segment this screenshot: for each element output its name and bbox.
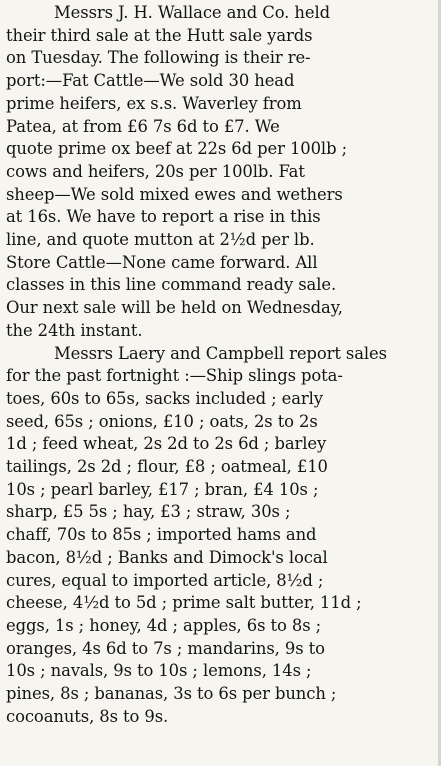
text-line-content: chaff, 70s to 85s ; imported hams and bbox=[6, 525, 317, 545]
text-line bbox=[6, 547, 435, 570]
text-line-content: Our next sale will be held on Wednesday, bbox=[6, 298, 343, 318]
text-line-content: 10s ; pearl barley, £17 ; bran, £4 10s ; bbox=[6, 479, 319, 499]
text-line-content: prime heifers, ex s.s. Waverley from bbox=[6, 93, 302, 113]
text-line bbox=[6, 365, 435, 388]
text-line bbox=[6, 660, 435, 683]
text-line-content: cheese, 4½d to 5d ; prime salt butter, 11d ; bbox=[6, 593, 362, 613]
text-line-content: line, and quote mutton at 2½d per lb. bbox=[6, 230, 315, 250]
text-line-content: pines, 8s ; bananas, 3s to 6s per bunch ; bbox=[6, 684, 337, 704]
text-line bbox=[6, 615, 435, 638]
text-line bbox=[6, 638, 435, 661]
text-line-content: Store Cattle—None came forward. All bbox=[6, 252, 318, 272]
text-line-content: 1d ; feed wheat, 2s 2d to 2s 6d ; barley bbox=[6, 434, 327, 454]
text-line-content: 10s ; navals, 9s to 10s ; lemons, 14s ; bbox=[6, 661, 312, 681]
text-line-content: Messrs J. H. Wallace and Co. held bbox=[54, 3, 330, 22]
text-line-content: quote prime ox beef at 22s 6d per 100lb ; bbox=[6, 139, 347, 159]
text-line bbox=[6, 343, 435, 366]
paragraph-laery-campbell-report bbox=[6, 343, 435, 729]
text-line bbox=[6, 116, 435, 139]
text-line bbox=[6, 70, 435, 93]
text-line-content: tailings, 2s 2d ; flour, £8 ; oatmeal, £10 bbox=[6, 457, 328, 477]
text-line bbox=[6, 138, 435, 161]
text-line-content: for the past fortnight :—Ship slings pota- bbox=[6, 366, 343, 386]
text-line bbox=[6, 570, 435, 593]
text-line bbox=[6, 297, 435, 320]
text-line bbox=[6, 320, 435, 343]
text-line bbox=[6, 93, 435, 116]
text-line-content: at 16s. We have to report a rise in this bbox=[6, 207, 321, 227]
text-line bbox=[6, 2, 435, 25]
text-line-content: cocoanuts, 8s to 9s. bbox=[6, 706, 169, 726]
text-line-content: cures, equal to imported article, 8½d ; bbox=[6, 570, 324, 590]
text-line-content: toes, 60s to 65s, sacks included ; early bbox=[6, 388, 323, 408]
text-line-content: on Tuesday. The following is their re- bbox=[6, 48, 311, 68]
text-line bbox=[6, 47, 435, 70]
text-line-content: bacon, 8½d ; Banks and Dimock's local bbox=[6, 547, 328, 567]
text-line bbox=[6, 524, 435, 547]
text-line bbox=[6, 206, 435, 229]
text-line bbox=[6, 456, 435, 479]
text-line bbox=[6, 25, 435, 48]
text-line bbox=[6, 706, 435, 729]
text-line bbox=[6, 274, 435, 297]
text-line bbox=[6, 501, 435, 524]
text-line bbox=[6, 411, 435, 434]
text-line bbox=[6, 252, 435, 275]
text-line bbox=[6, 388, 435, 411]
text-line-content: classes in this line command ready sale. bbox=[6, 275, 337, 295]
text-line bbox=[6, 592, 435, 615]
text-line-content: oranges, 4s 6d to 7s ; mandarins, 9s to bbox=[6, 638, 325, 658]
text-line-content: cows and heifers, 20s per 100lb. Fat bbox=[6, 161, 305, 181]
text-line-content: Patea, at from £6 7s 6d to £7. We bbox=[6, 116, 280, 136]
text-line bbox=[6, 184, 435, 207]
text-line bbox=[6, 683, 435, 706]
text-line-content: eggs, 1s ; honey, 4d ; apples, 6s to 8s ; bbox=[6, 615, 322, 635]
text-line-content: sharp, £5 5s ; hay, £3 ; straw, 30s ; bbox=[6, 502, 291, 522]
text-line-content: Messrs Laery and Campbell report sales bbox=[54, 343, 387, 363]
text-line-content: the 24th instant. bbox=[6, 320, 143, 340]
text-line bbox=[6, 433, 435, 456]
text-line bbox=[6, 479, 435, 502]
text-line bbox=[6, 229, 435, 252]
text-line-content: their third sale at the Hutt sale yards bbox=[6, 25, 313, 45]
text-line-content: sheep—We sold mixed ewes and wethers bbox=[6, 184, 343, 204]
text-line-content: port:—Fat Cattle—We sold 30 head bbox=[6, 71, 295, 91]
paragraph-wallace-sale-report bbox=[6, 2, 435, 343]
text-line-content: seed, 65s ; onions, £10 ; oats, 2s to 2s bbox=[6, 411, 318, 431]
text-line bbox=[6, 161, 435, 184]
